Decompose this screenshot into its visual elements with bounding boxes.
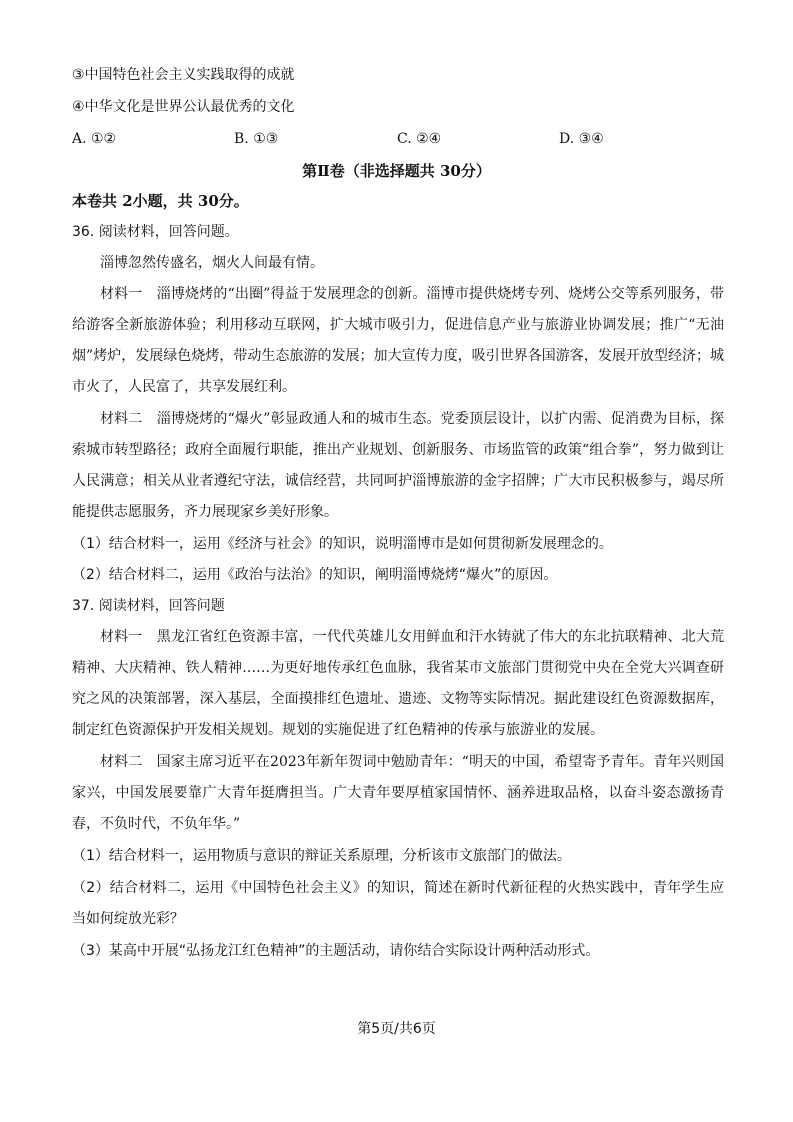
section-title: 第Ⅱ卷（非选择题共 30分） xyxy=(302,162,491,180)
q37-sub-2: （2）结合材料二，运用《中国特色社会主义》的知识，简述在新时代新征程的火热实践中，青年学生应当如何绽放光彩？ xyxy=(72,880,724,927)
option-b: B. ①③ xyxy=(234,131,279,147)
option-item-4: ④中华文化是世界公认最优秀的文化 xyxy=(72,99,295,115)
q36-intro: 淄博忽然传盛名，烟火人间最有情。 xyxy=(100,255,324,271)
section-note: 本卷共 2小题，共 30分。 xyxy=(72,192,249,210)
q36-stem: 36. 阅读材料，回答问题。 xyxy=(72,224,239,240)
q36-sub-1: （1）结合材料一，运用《经济与社会》的知识，说明淄博市是如何贯彻新发展理念的。 xyxy=(72,536,613,552)
q37-material-1: 材料一 黑龙江省红色资源丰富，一代代英雄儿女用鲜血和汗水铸就了伟大的东北抗联精神、北大荒精神、大庆精神、铁人精神……为更好地传承红色血脉，我省某市文旅部门贯彻党中央在全党大兴调查研究之风的决策部署，深入基层，全面摸排红色遗址、遗迹、文物等实际情况。据此建设红色资源数据库，制定红色资源保护开发相关规划。规划的实施促进了红色精神的传承与旅游业的发展。 xyxy=(72,629,724,738)
q37-material-2: 材料二 国家主席习近平在2023年新年贺词中勉励青年：“明天的中国，希望寄予青年。青年兴则国家兴，中国发展要靠广大青年挺膺担当。广大青年要厚植家国情怀、涵养进取品格，以奋斗姿态激扬青春，不负时代，不负年华。” xyxy=(72,754,724,832)
option-d: D. ③④ xyxy=(559,131,604,147)
q37-stem: 37. 阅读材料，回答问题 xyxy=(72,598,225,614)
answer-options xyxy=(72,124,722,155)
page-footer: 第5页/共6页 xyxy=(357,1021,436,1037)
q37-sub-3: （3）某高中开展“弘扬龙江红色精神”的主题活动，请你结合实际设计两种活动形式。 xyxy=(72,943,600,959)
option-a: A. ①② xyxy=(72,131,117,147)
q37-sub-1: （1）结合材料一，运用物质与意识的辩证关系原理，分析该市文旅部门的做法。 xyxy=(72,848,571,864)
q36-sub-2: （2）结合材料二，运用《政治与法治》的知识，阐明淄博烧烤“爆火”的原因。 xyxy=(72,567,558,583)
q36-material-1: 材料一 淄博烧烤的“出圈”得益于发展理念的创新。淄博市提供烧烤专列、烧烤公交等系列服务，带给游客全新旅游体验；利用移动互联网，扩大城市吸引力，促进信息产业与旅游业协调发展；推广“无油烟”烤炉，发展绿色烧烤，带动生态旅游的发展；加大宣传力度，吸引世界各国游客，发展开放型经济；城市火了，人民富了，共享发展红利。 xyxy=(72,286,724,395)
q36-material-2: 材料二 淄博烧烤的“爆火”彰显政通人和的城市生态。党委顶层设计，以扩内需、促消费为目标，探索城市转型路径；政府全面履行职能，推出产业规划、创新服务、市场监管的政策“组合拳”，努力做到让人民满意；相关从业者遵纪守法，诚信经营，共同呵护淄博旅游的金字招牌；广大市民积极参与，竭尽所能提供志愿服务，齐力展现家乡美好形象。 xyxy=(72,411,724,520)
option-item-3: ③中国特色社会主义实践取得的成就 xyxy=(72,67,295,83)
option-c: C. ②④ xyxy=(397,131,442,147)
